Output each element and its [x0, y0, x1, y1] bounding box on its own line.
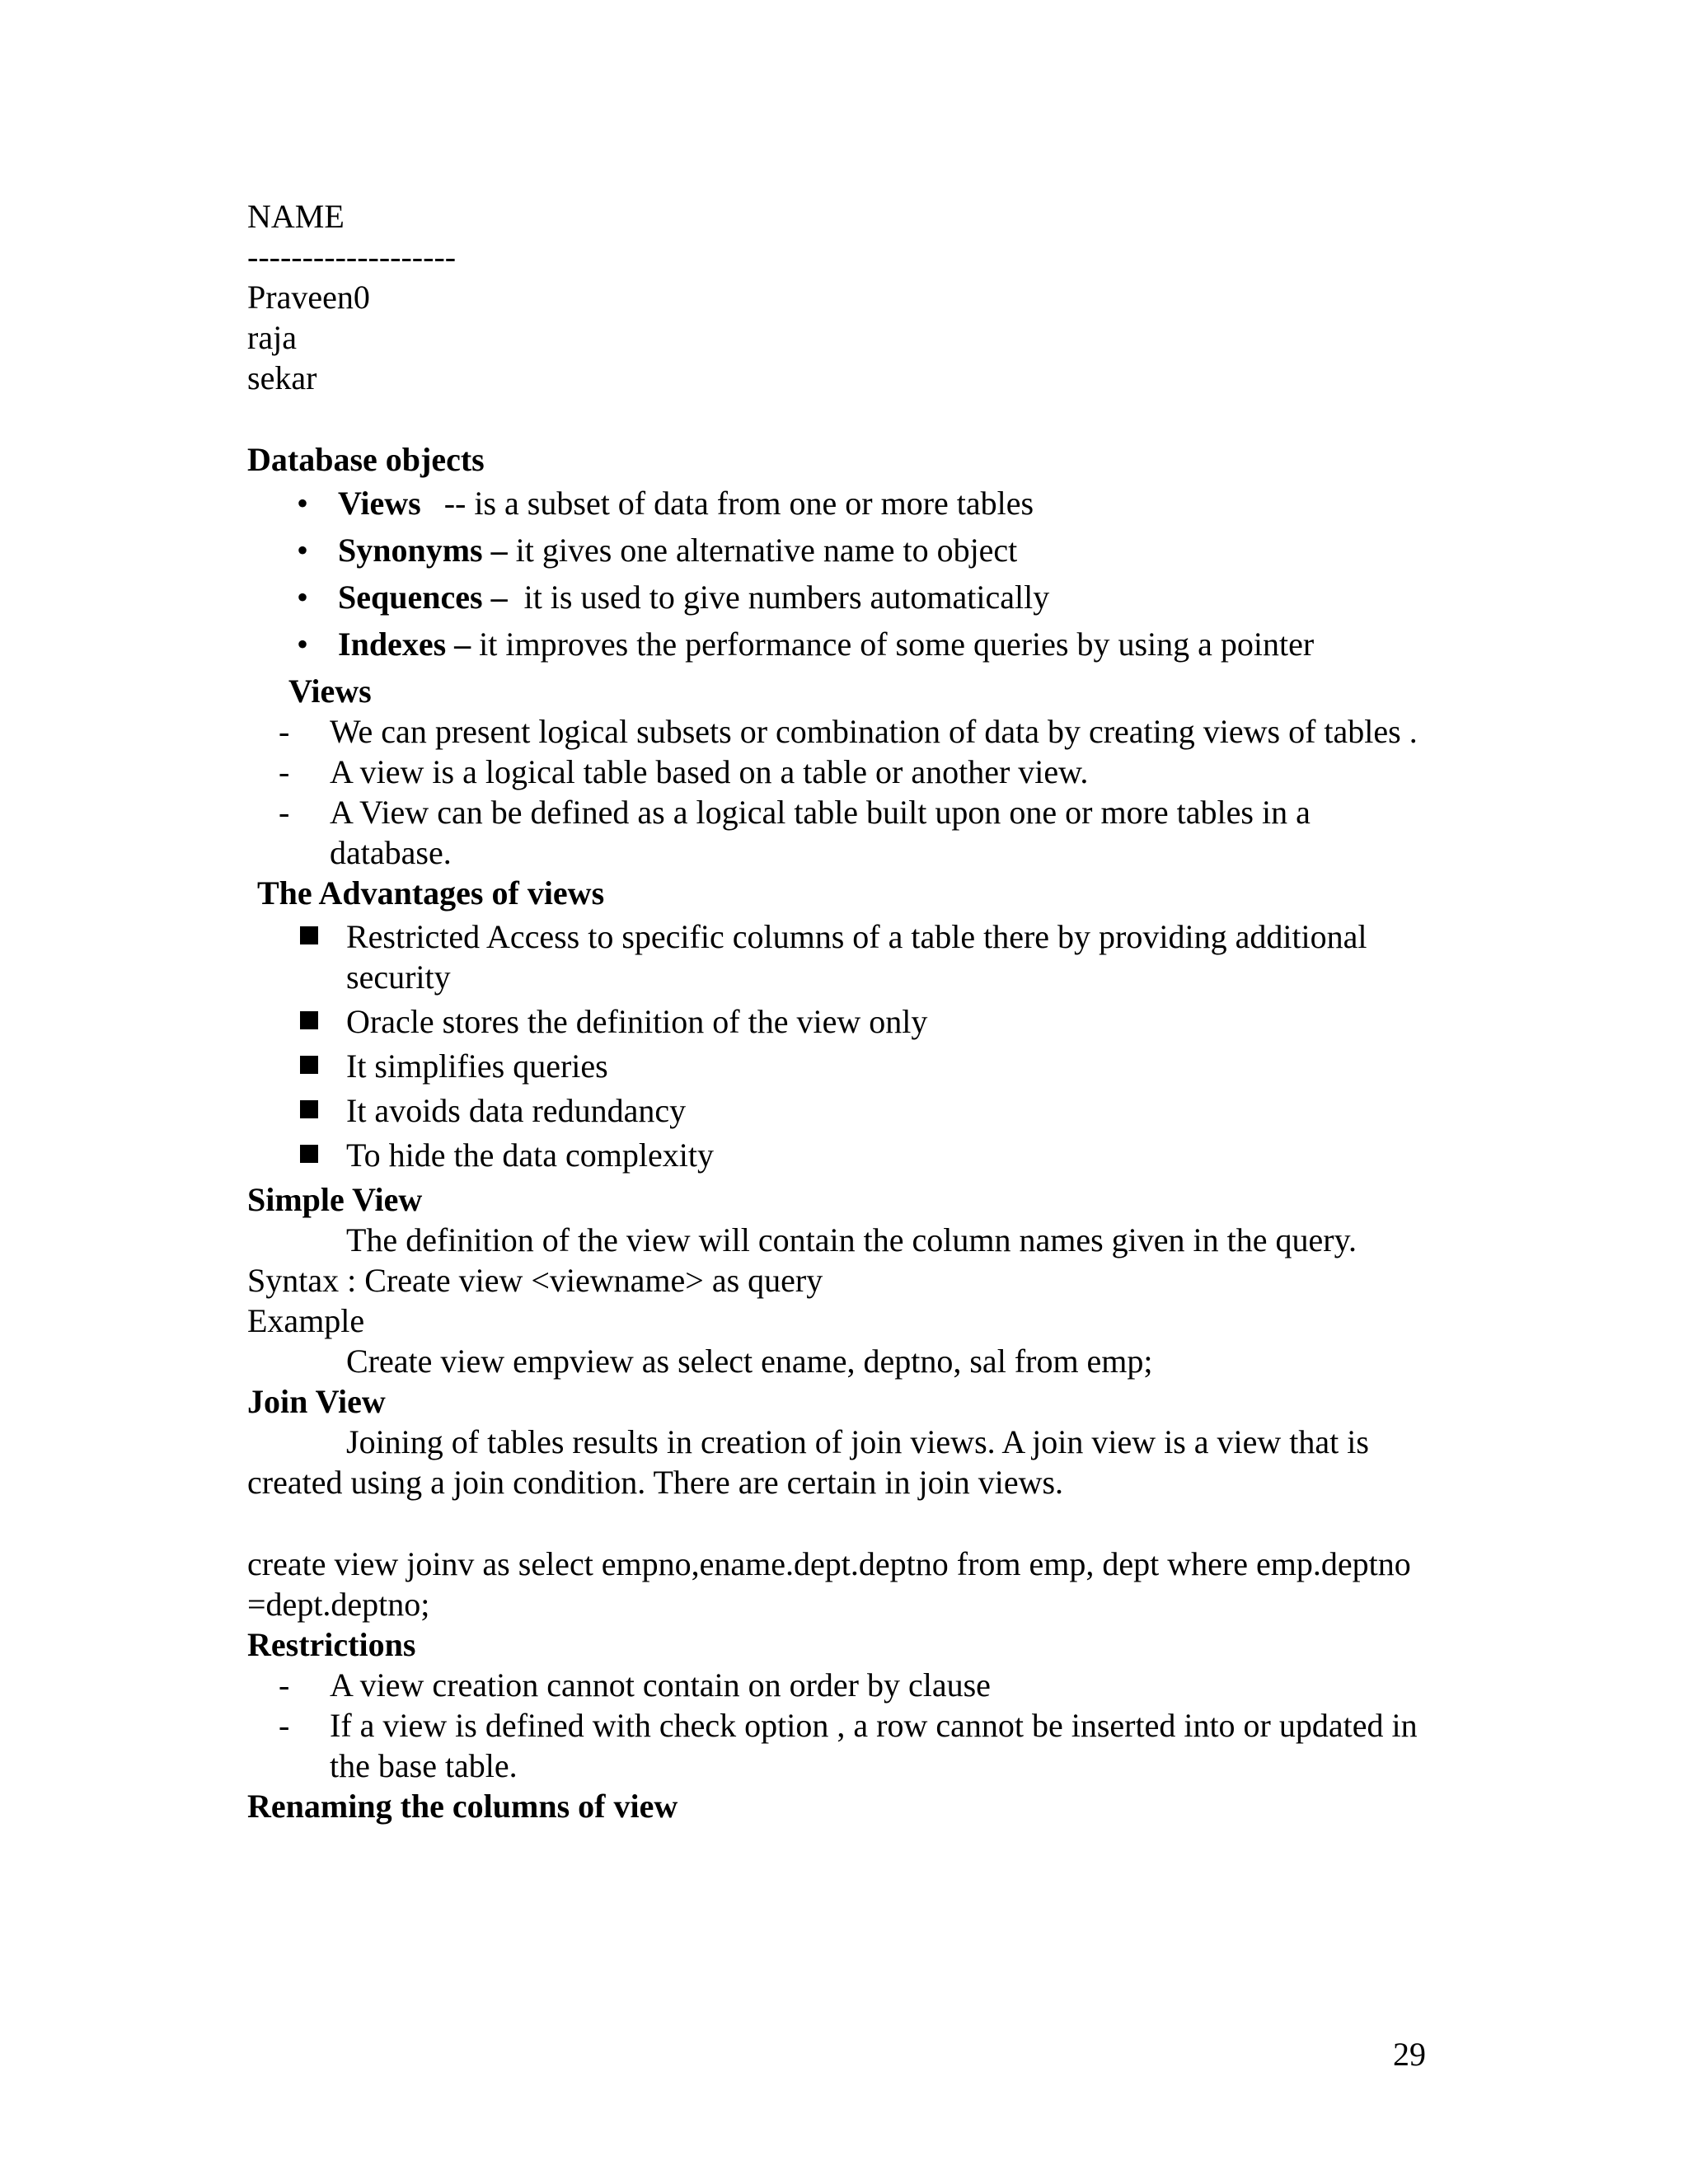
join-view-code: create view joinv as select empno,ename.dept.deptno from emp, dept where emp.deptno =dept.deptno; — [247, 1545, 1411, 1623]
term: Sequences – — [338, 579, 508, 616]
db-objects-heading: Database objects — [247, 441, 485, 478]
query-output — [247, 196, 1434, 398]
list-item — [247, 1665, 1434, 1705]
simple-view-heading: Simple View — [247, 1181, 423, 1218]
join-view-description: Joining of tables results in creation of join views. A join view is a view that is created using a join condition. There are certain in join views. — [247, 1423, 1369, 1501]
views-heading: Views — [288, 673, 372, 710]
column-header: NAME — [247, 198, 345, 235]
advantages-list — [247, 916, 1434, 1175]
list-item-text: Oracle stores the definition of the view only — [346, 1003, 928, 1040]
list-item-text: It avoids data redundancy — [346, 1092, 687, 1129]
join-view-heading: Join View — [247, 1383, 386, 1420]
output-row: Praveen0 — [247, 279, 370, 316]
simple-view-description: The definition of the view will contain the column names given in the query. — [346, 1221, 1357, 1258]
term: Views — [338, 485, 421, 522]
list-item — [247, 1135, 1434, 1175]
dash-marker: - — [279, 1707, 290, 1744]
list-item-text: It simplifies queries — [346, 1047, 608, 1085]
example-code: Create view empview as select ename, deptno, sal from emp; — [346, 1343, 1153, 1380]
list-item-text: A view is a logical table based on a table or another view. — [330, 753, 1089, 790]
dash-marker: - — [279, 753, 290, 790]
bullet-icon: • — [296, 579, 308, 616]
example-label: Example — [247, 1302, 365, 1339]
dash-marker: - — [279, 713, 290, 750]
output-row: raja — [247, 319, 297, 356]
bullet-icon: • — [296, 626, 308, 663]
restrictions-heading: Restrictions — [247, 1626, 416, 1663]
list-item — [247, 792, 1434, 873]
square-bullet-icon — [300, 926, 318, 944]
term: Synonyms – — [338, 532, 508, 569]
list-item-text: To hide the data complexity — [346, 1137, 714, 1174]
list-item — [247, 624, 1434, 664]
list-item — [247, 1001, 1434, 1042]
syntax-line: Syntax : Create view <viewname> as query — [247, 1262, 823, 1299]
list-item — [247, 530, 1434, 570]
renaming-heading: Renaming the columns of view — [247, 1788, 678, 1825]
square-bullet-icon — [300, 1056, 318, 1074]
list-item-text: We can present logical subsets or combination of data by creating views of tables . — [330, 713, 1418, 750]
list-item-text: A view creation cannot contain on order by clause — [330, 1666, 991, 1704]
list-item-text: If a view is defined with check option , a row cannot be inserted into or updated in the base table. — [330, 1707, 1418, 1784]
db-objects-list — [247, 483, 1434, 664]
spacer — [247, 1502, 1434, 1544]
spacer — [247, 398, 1434, 439]
term: Indexes – — [338, 626, 471, 663]
bullet-icon: • — [296, 485, 308, 522]
page-content — [247, 196, 1434, 1826]
list-item — [247, 752, 1434, 792]
list-item-text: Restricted Access to specific columns of a table there by providing additional security — [346, 918, 1367, 996]
dash-marker: - — [279, 1666, 290, 1704]
column-separator: ------------------- — [247, 238, 457, 275]
term-description: it improves the performance of some queries by using a pointer — [479, 626, 1315, 663]
term-description: it is used to give numbers automatically — [523, 579, 1050, 616]
square-bullet-icon — [300, 1100, 318, 1118]
dash-marker: - — [279, 794, 290, 831]
term-description: it gives one alternative name to object — [515, 532, 1018, 569]
list-item — [247, 1090, 1434, 1131]
list-item — [247, 1705, 1434, 1786]
square-bullet-icon — [300, 1145, 318, 1163]
page-number: 29 — [1393, 2036, 1426, 2073]
list-item — [247, 711, 1434, 752]
list-item-text: A View can be defined as a logical table built upon one or more tables in a database. — [330, 794, 1311, 871]
list-item — [247, 577, 1434, 617]
output-row: sekar — [247, 359, 317, 396]
views-list — [247, 711, 1434, 873]
advantages-heading: The Advantages of views — [257, 874, 605, 912]
square-bullet-icon — [300, 1011, 318, 1029]
restrictions-list — [247, 1665, 1434, 1786]
list-item — [247, 483, 1434, 523]
list-item — [247, 1046, 1434, 1086]
bullet-icon: • — [296, 532, 308, 569]
list-item — [247, 916, 1434, 997]
term-description: -- is a subset of data from one or more tables — [443, 485, 1034, 522]
